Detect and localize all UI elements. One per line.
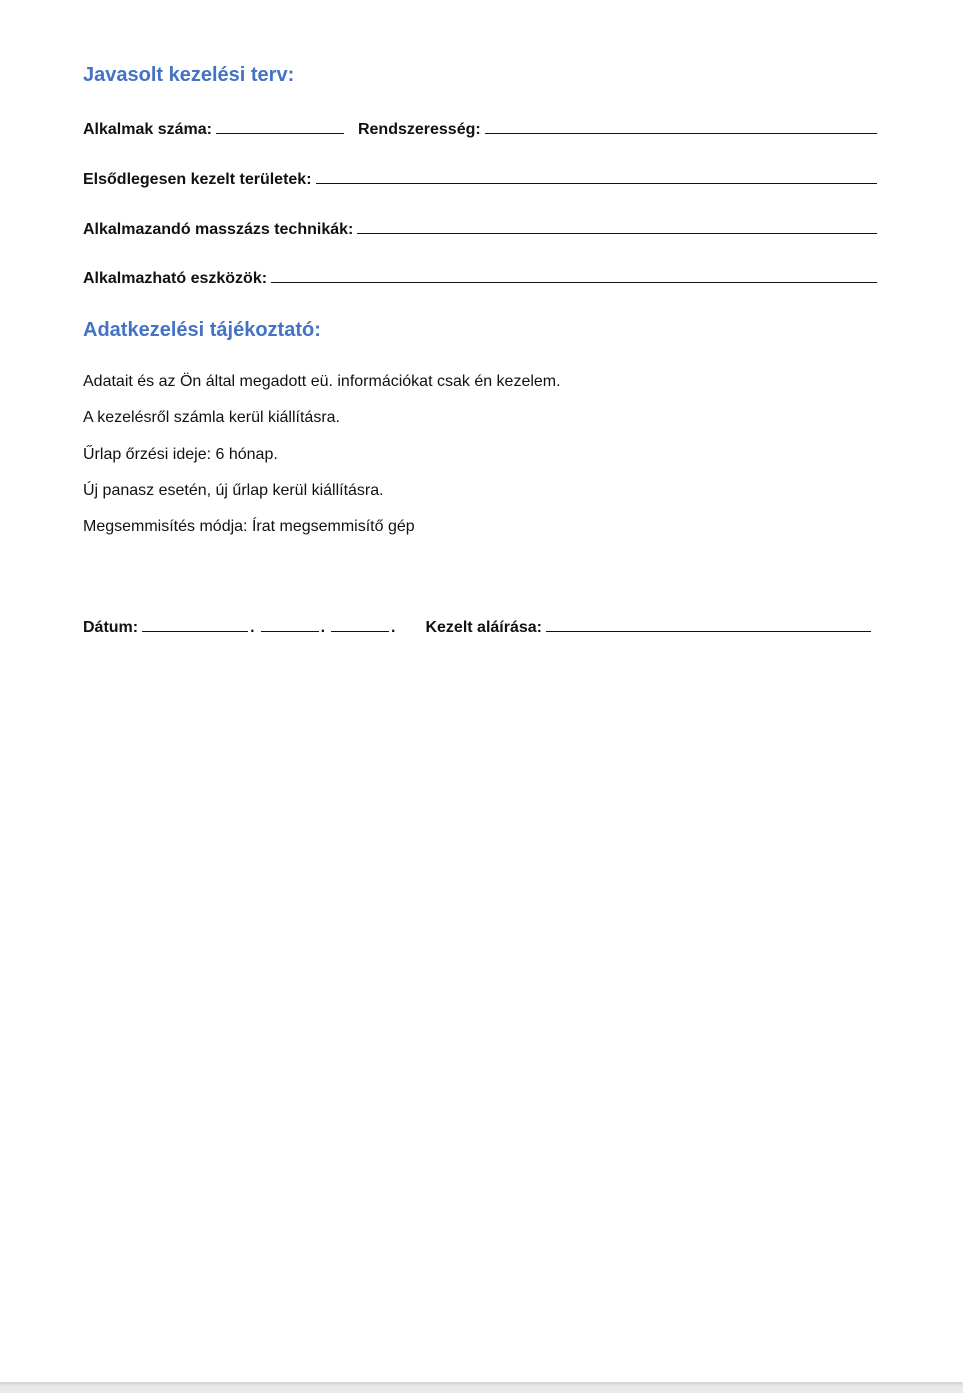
sessions-label: Alkalmak száma:: [83, 121, 212, 138]
areas-label: Elsődlegesen kezelt területek:: [83, 171, 312, 188]
techniques-label: Alkalmazandó masszázs technikák:: [83, 221, 354, 238]
privacy-line: A kezelésről számla kerül kiállításra.: [83, 409, 340, 426]
privacy-line: Új panasz esetén, új űrlap kerül kiállításra.: [83, 482, 384, 499]
signature-label: Kezelt aláírása:: [425, 619, 542, 636]
techniques-row: [83, 220, 877, 239]
tools-row: [83, 269, 877, 288]
privacy-line: Űrlap őrzési ideje: 6 hónap.: [83, 446, 278, 463]
date-label: Dátum:: [83, 619, 139, 636]
signature-field[interactable]: [546, 618, 871, 632]
areas-field[interactable]: [316, 170, 877, 184]
privacy-line: Megsemmisítés módja: Írat megsemmisítő gép: [83, 518, 415, 535]
privacy-line: Adatait és az Ön által megadott eü. információkat csak én kezelem.: [83, 373, 561, 390]
treatment-plan-heading: Javasolt kezelési terv:: [83, 64, 295, 86]
tools-label: Alkalmazható eszközök:: [83, 270, 268, 287]
privacy-heading: Adatkezelési tájékoztató:: [83, 319, 321, 341]
sessions-field[interactable]: [216, 120, 344, 134]
regularity-field[interactable]: [485, 120, 877, 134]
date-separator: .: [391, 619, 396, 636]
signature-row: [83, 618, 871, 637]
date-separator: .: [320, 619, 326, 636]
techniques-field[interactable]: [357, 220, 877, 234]
sessions-row: [83, 120, 877, 139]
areas-row: [83, 170, 877, 189]
date-separator: .: [250, 619, 255, 636]
regularity-label: Rendszeresség:: [357, 121, 481, 138]
tools-field[interactable]: [271, 269, 877, 283]
date-month-field[interactable]: [261, 618, 319, 632]
date-year-field[interactable]: [142, 618, 248, 632]
date-day-field[interactable]: [331, 618, 389, 632]
